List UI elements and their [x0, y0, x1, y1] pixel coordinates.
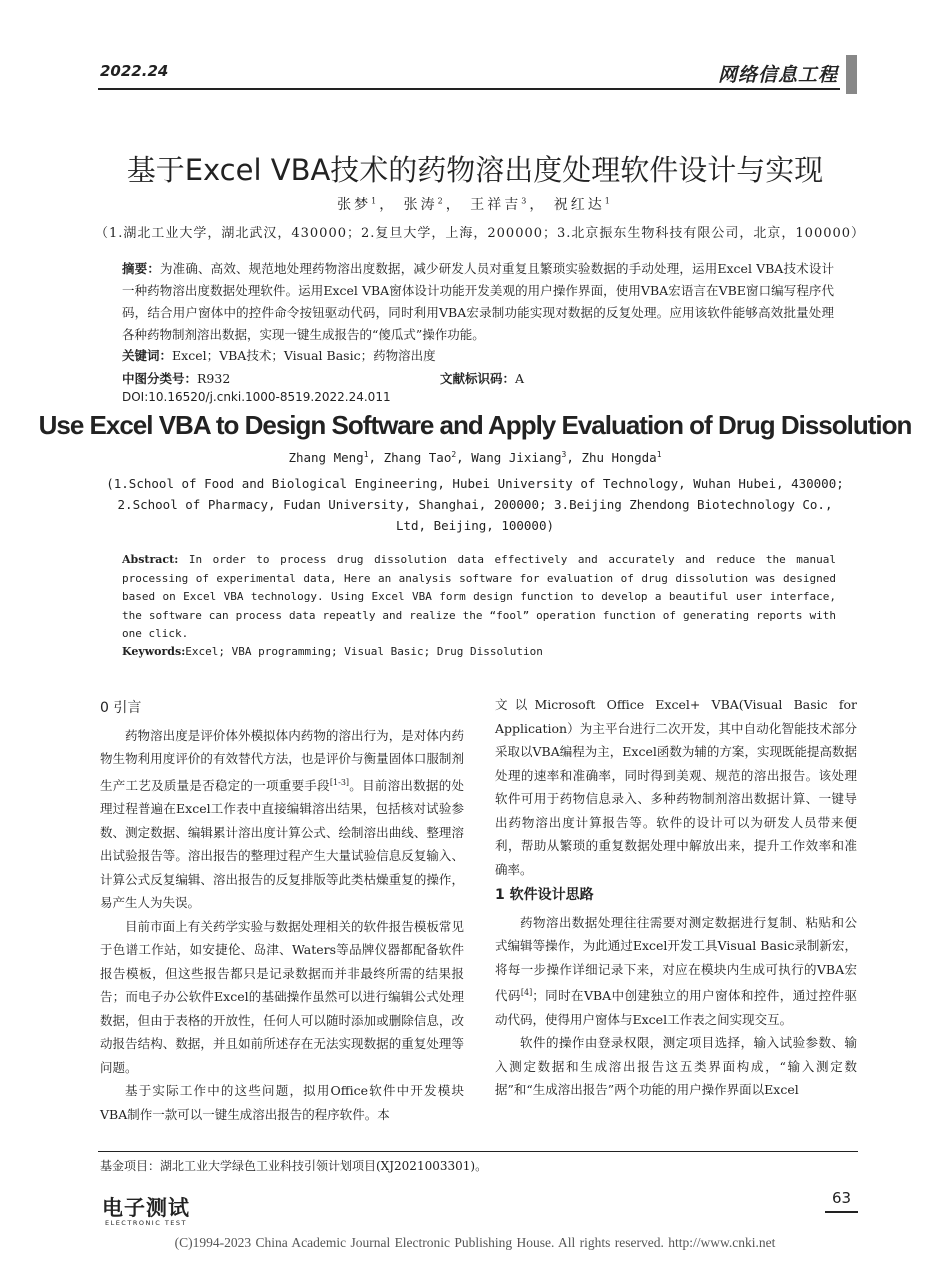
page-number: 63 — [831, 1189, 852, 1207]
paragraph — [495, 911, 857, 1032]
author-sup: 3 — [561, 450, 567, 459]
author-sup: 1 — [371, 196, 380, 206]
doc-code-value: A — [515, 371, 525, 386]
paragraph — [100, 724, 464, 915]
issue-number: 2022.24 — [100, 62, 169, 80]
affiliations-chinese: （1.湖北工业大学，湖北武汉，430000；2.复旦大学，上海，200000；3.北京振东生物科技有限公司，北京，100000） — [94, 226, 866, 241]
paragraph: 软件的操作由登录权限，测定项目选择，输入试验参数、输入测定数据和生成溶出报告这五类界面构成，“输入测定数据”和“生成溶出报告”两个功能的用户操作界面以Excel — [495, 1035, 857, 1098]
abstract-label: Abstract: — [122, 553, 179, 566]
citation: [4] — [520, 988, 533, 997]
doi: DOI:10.16520/j.cnki.1000-8519.2022.24.011 — [122, 390, 391, 404]
header-bar — [846, 55, 857, 94]
logo-subtext: ELECTRONIC TEST — [104, 1219, 188, 1227]
citation: [1-3] — [329, 777, 350, 787]
paragraph: 文以Microsoft Office Excel+ VBA(Visual Basic for Application）为主平台进行二次开发，其中自动化智能技术部分采取以VBA编程为主，Excel函数为辅的方案，实现既能提高数据处理的速率和准确率，同时得到美观、规范的溶出报告。该处理软件可用于药物信息录入、多种药物制剂溶出数据计算、一键导出药物溶出度计算报告等。软件的设计可以为研发人员带来便利，帮助从繁琐的重复数据处理中解放出来，提升工作效率和准确率。 — [495, 697, 857, 877]
body-column-left — [100, 697, 464, 1126]
paragraph-text: ；同时在VBA中创建独立的用户窗体和控件，通过控件驱动代码，使得用户窗体与Excel工作表之间实现交互。 — [495, 988, 857, 1027]
authors-english: Zhang Meng$^1$, Zhang Tao$^2$, Wang Jixiang$^3$, Zhu Hongda$^1$ — [288, 450, 662, 466]
section-heading: 1 软件设计思路 — [495, 887, 594, 903]
title-chinese: 基于Excel VBA技术的药物溶出度处理软件设计与实现 — [126, 153, 824, 187]
author-name: Wang Jixiang — [471, 450, 562, 466]
journal-logo — [100, 1197, 192, 1227]
logo-text: 电子测试 — [102, 1196, 190, 1220]
abstract-english — [122, 551, 836, 644]
paragraph: 基于实际工作中的这些问题，拟用Office软件中开发模块VBA制作一款可以一键生成溶出报告的程序软件。本 — [100, 1083, 464, 1122]
keywords-label: 关键词： — [122, 348, 173, 363]
author-sup: 1 — [604, 196, 613, 206]
keywords-chinese — [122, 346, 436, 364]
abstract-chinese — [122, 258, 834, 346]
page-number-rule — [825, 1211, 858, 1213]
abstract-text: In order to process drug dissolution data effectively and accurately and reduce the manual processing of experimental data, Here an analysis software for evaluation of drug dissolution was designed based on Excel VBA technology. Using Excel VBA form design function to develop a beautiful user interface, the software can process data repeatly and realize the “fool” operation function of generating reports with one click. — [122, 553, 837, 640]
section-heading: 0 引言 — [100, 700, 142, 716]
footnote-rule — [98, 1151, 858, 1152]
clc-label: 中图分类号： — [122, 371, 198, 386]
title-english: Use Excel VBA to Design Software and Apply Evaluation of Drug Dissolution — [38, 410, 912, 440]
author-sup: 3 — [521, 196, 530, 206]
journal-name: 网络信息工程 — [717, 64, 838, 86]
keywords-text: Excel；VBA技术；Visual Basic；药物溶出度 — [172, 348, 436, 363]
clc-number — [122, 369, 230, 387]
keywords-label: Keywords: — [122, 645, 186, 658]
abstract-label: 摘要： — [122, 261, 161, 276]
paragraph-text: 药物溶出度是评价体外模拟体内药物的溶出行为，是对体内药物生物利用度评价的有效替代方法，也是评价与衡量固体口服制剂生产工艺及质量是否稳定的一项重要手段 — [100, 727, 464, 793]
funding-footnote: 基金项目：湖北工业大学绿色工业科技引领计划项目(XJ2021003301)。 — [100, 1159, 488, 1173]
author-name: 祝红达 — [553, 197, 605, 213]
abstract-text: 为准确、高效、规范地处理药物溶出度数据，减少研发人员对重复且繁琐实验数据的手动处理，运用Excel VBA技术设计一种药物溶出度数据处理软件。运用Excel VBA窗体设计功能开发美观的用户操作界面，使用VBA宏语言在VBE窗口编写程序代码，结合用户窗体中的控件命令按钮驱动代码，同时利用VBA宏录制功能实现对数据的反复处理。应用该软件能够高效批量处理各种药物制剂溶出数据，实现一键生成报告的“傻瓜式”操作功能。 — [122, 261, 834, 342]
copyright-notice: (C)1994-2023 China Academic Journal Electronic Publishing House. All rights reserved. http://www.cnki.net — [174, 1235, 776, 1250]
body-column-right — [495, 693, 857, 1102]
author-name: Zhang Tao — [383, 450, 452, 466]
paragraph-text: 。目前溶出数据的处理过程普遍在Excel工作表中直接编辑溶出结果，包括核对试验参数、测定数据、编辑累计溶出度计算公式、绘制溶出曲线、整理溶出试验报告等。溶出报告的整理过程产生大量试验信息反复输入、计算公式反复编辑、溶出报告的反复排版等此类枯燥重复的操作，易产生人为失误。 — [100, 777, 464, 911]
author-name: Zhu Hongda — [581, 450, 657, 466]
author-name: 张涛 — [403, 197, 438, 213]
clc-value: R932 — [197, 371, 231, 386]
paragraph: 目前市面上有关药学实验与数据处理相关的软件报告模板常见于色谱工作站，如安捷伦、岛津、Waters等品牌仪器都配备软件报告模板，但这些报告都只是记录数据而并非最终所需的结果报告；而电子办公软件Excel的基础操作虽然可以进行编辑公式处理数据，但由于表格的开放性，任何人可以随时添加或删除信息，改动报告结构、数据，并且如前所述存在无法实现数据的重复处理等问题。 — [100, 918, 464, 1075]
author-sup: 1 — [363, 450, 369, 459]
author-sup: 1 — [656, 450, 662, 459]
author-name: 张梦 — [337, 197, 372, 213]
authors-chinese: 张梦$^1$， 张涛$^2$， 王祥吉$^3$， 祝红达$^1$ — [337, 196, 613, 213]
keywords-text: Excel; VBA programming; Visual Basic; Drug Dissolution — [185, 645, 543, 658]
author-name: 王祥吉 — [470, 197, 522, 213]
paragraph-text: 药物溶出数据处理往往需要对测定数据进行复制、粘贴和公式编辑等操作，为此通过Excel开发工具Visual Basic录制新宏，将每一步操作详细记录下来，对应在模块内生成可执行的VBA宏代码 — [495, 914, 857, 1004]
keywords-english — [122, 645, 543, 658]
author-sup: 2 — [451, 450, 457, 459]
affiliations-english: (1.School of Food and Biological Engineering, Hubei University of Technology, Wuhan Hubei, 430000; 2.School of Pharmacy, Fudan University, Shanghai, 200000; 3.Beijing Zhendong Biotechnology Co., Ltd, Beijing, 100000) — [106, 476, 844, 533]
header-rule — [98, 88, 840, 90]
document-code — [440, 369, 524, 387]
doc-code-label: 文献标识码： — [440, 371, 516, 386]
author-name: Zhang Meng — [288, 450, 364, 466]
author-sup: 2 — [437, 196, 446, 206]
